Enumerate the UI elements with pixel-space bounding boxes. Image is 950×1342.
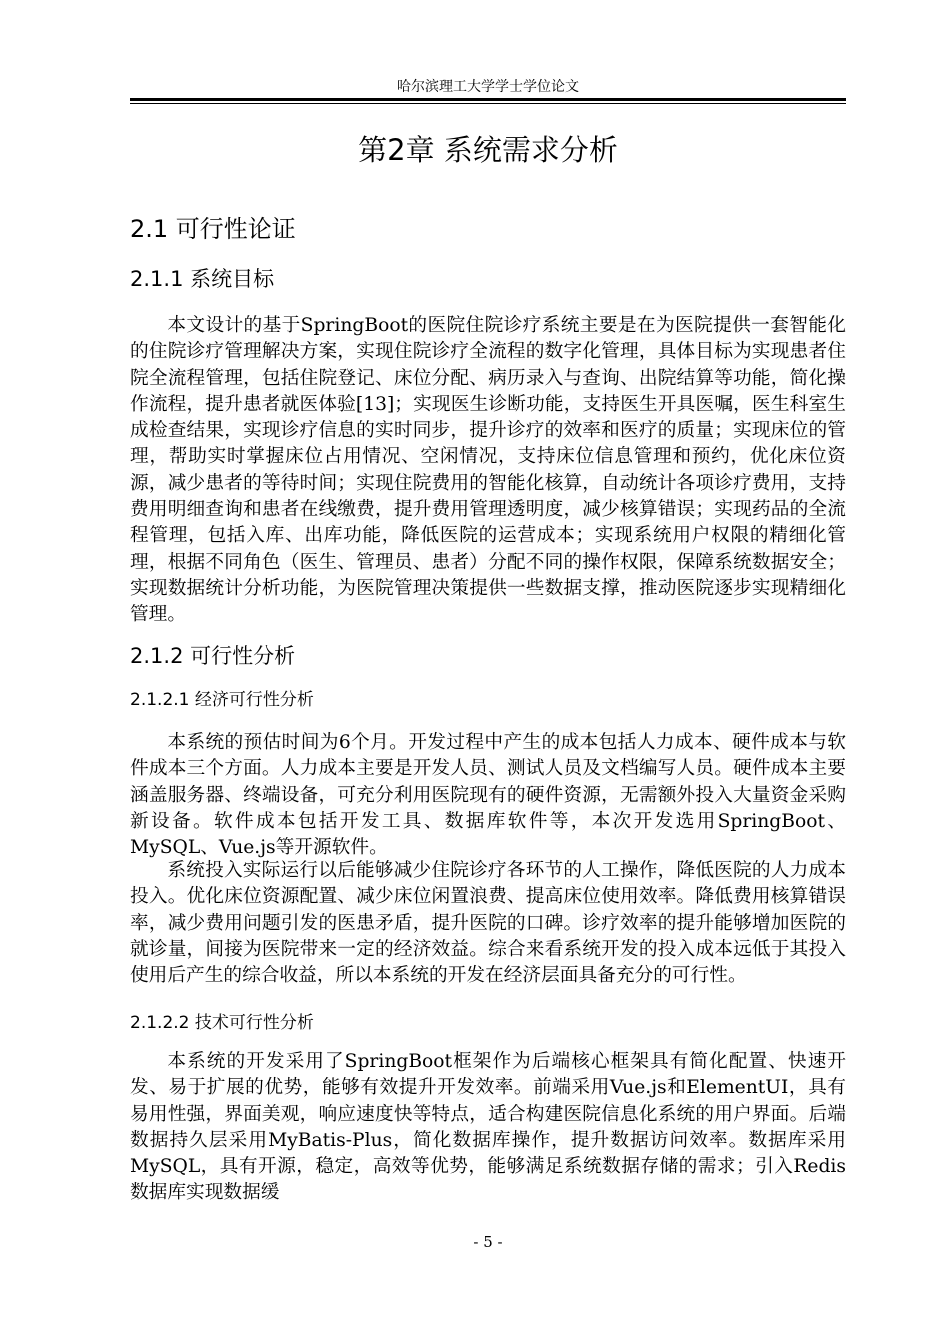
economic-feasibility-paragraph-1: 本系统的预估时间为6个月。开发过程中产生的成本包括人力成本、硬件成本与软件成本三个方面。人力成本主要是开发人员、测试人员及文档编写人员。硬件成本主要涵盖服务器、终端设备，可充分利用医院现有的硬件资源，无需额外投入大量资金采购新设备。软件成本包括开发工具、数据库软件等，本次开发选用SpringBoot、MySQL、Vue.js等开源软件。: [130, 732, 846, 859]
header-rule-thin: [130, 103, 846, 104]
header-rule-thick: [130, 98, 846, 101]
running-header: 哈尔滨理工大学学士学位论文: [397, 79, 579, 95]
technical-feasibility-paragraph: 本系统的开发采用了SpringBoot框架作为后端核心框架具有简化配置、快速开发、易于扩展的优势，能够有效提升开发效率。前端采用Vue.js和ElementUI，具有易用性强，界面美观，响应速度快等特点，适合构建医院信息化系统的用户界面。后端数据持久层采用MyBatis-Plus，简化数据库操作，提升数据访问效率。数据库采用MySQL，具有开源，稳定，高效等优势，能够满足系统数据存储的需求；引入Redis数据库实现数据缓: [130, 1051, 846, 1204]
chapter-title: 第2章 系统需求分析: [358, 133, 618, 167]
section-heading-2-1-2-1: 2.1.2.1 经济可行性分析: [130, 690, 314, 710]
section-heading-2-1-2: 2.1.2 可行性分析: [130, 644, 296, 668]
economic-feasibility-paragraph-2: 系统投入实际运行以后能够减少住院诊疗各环节的人工操作，降低医院的人力成本投入。优化床位资源配置、减少床位闲置浪费、提高床位使用效率。降低费用核算错误率，减少费用问题引发的医患矛盾，提升医院的口碑。诊疗效率的提升能够增加医院的就诊量，间接为医院带来一定的经济效益。综合来看系统开发的投入成本远低于其投入使用后产生的综合收益，所以本系统的开发在经济层面具备充分的可行性。: [130, 860, 846, 987]
section-heading-2-1-2-2: 2.1.2.2 技术可行性分析: [130, 1013, 314, 1033]
system-goal-paragraph: 本文设计的基于SpringBoot的医院住院诊疗系统主要是在为医院提供一套智能化的住院诊疗管理解决方案，实现住院诊疗全流程的数字化管理，具体目标为实现患者住院全流程管理，包括住院登记、床位分配、病历录入与查询、出院结算等功能，简化操作流程，提升患者就医体验[13]；实现医生诊断功能，支持医生开具医嘱，医生科室生成检查结果，实现诊疗信息的实时同步，提升诊疗的效率和医疗的质量；实现床位的管理，帮助实时掌握床位占用情况、空闲情况，支持床位信息管理和预约，优化床位资源，减少患者的等待时间；实现住院费用的智能化核算，自动统计各项诊疗费用，支持费用明细查询和患者在线缴费，提升费用管理透明度，减少核算错误；实现药品的全流程管理，包括入库、出库功能，降低医院的运营成本；实现系统用户权限的精细化管理，根据不同角色（医生、管理员、患者）分配不同的操作权限，保障系统数据安全；实现数据统计分析功能，为医院管理决策提供一些数据支撑，推动医院逐步实现精细化管理。: [130, 315, 846, 626]
section-heading-2-1: 2.1 可行性论证: [130, 215, 296, 243]
section-heading-2-1-1: 2.1.1 系统目标: [130, 267, 275, 291]
page-number: - 5 -: [473, 1233, 503, 1251]
